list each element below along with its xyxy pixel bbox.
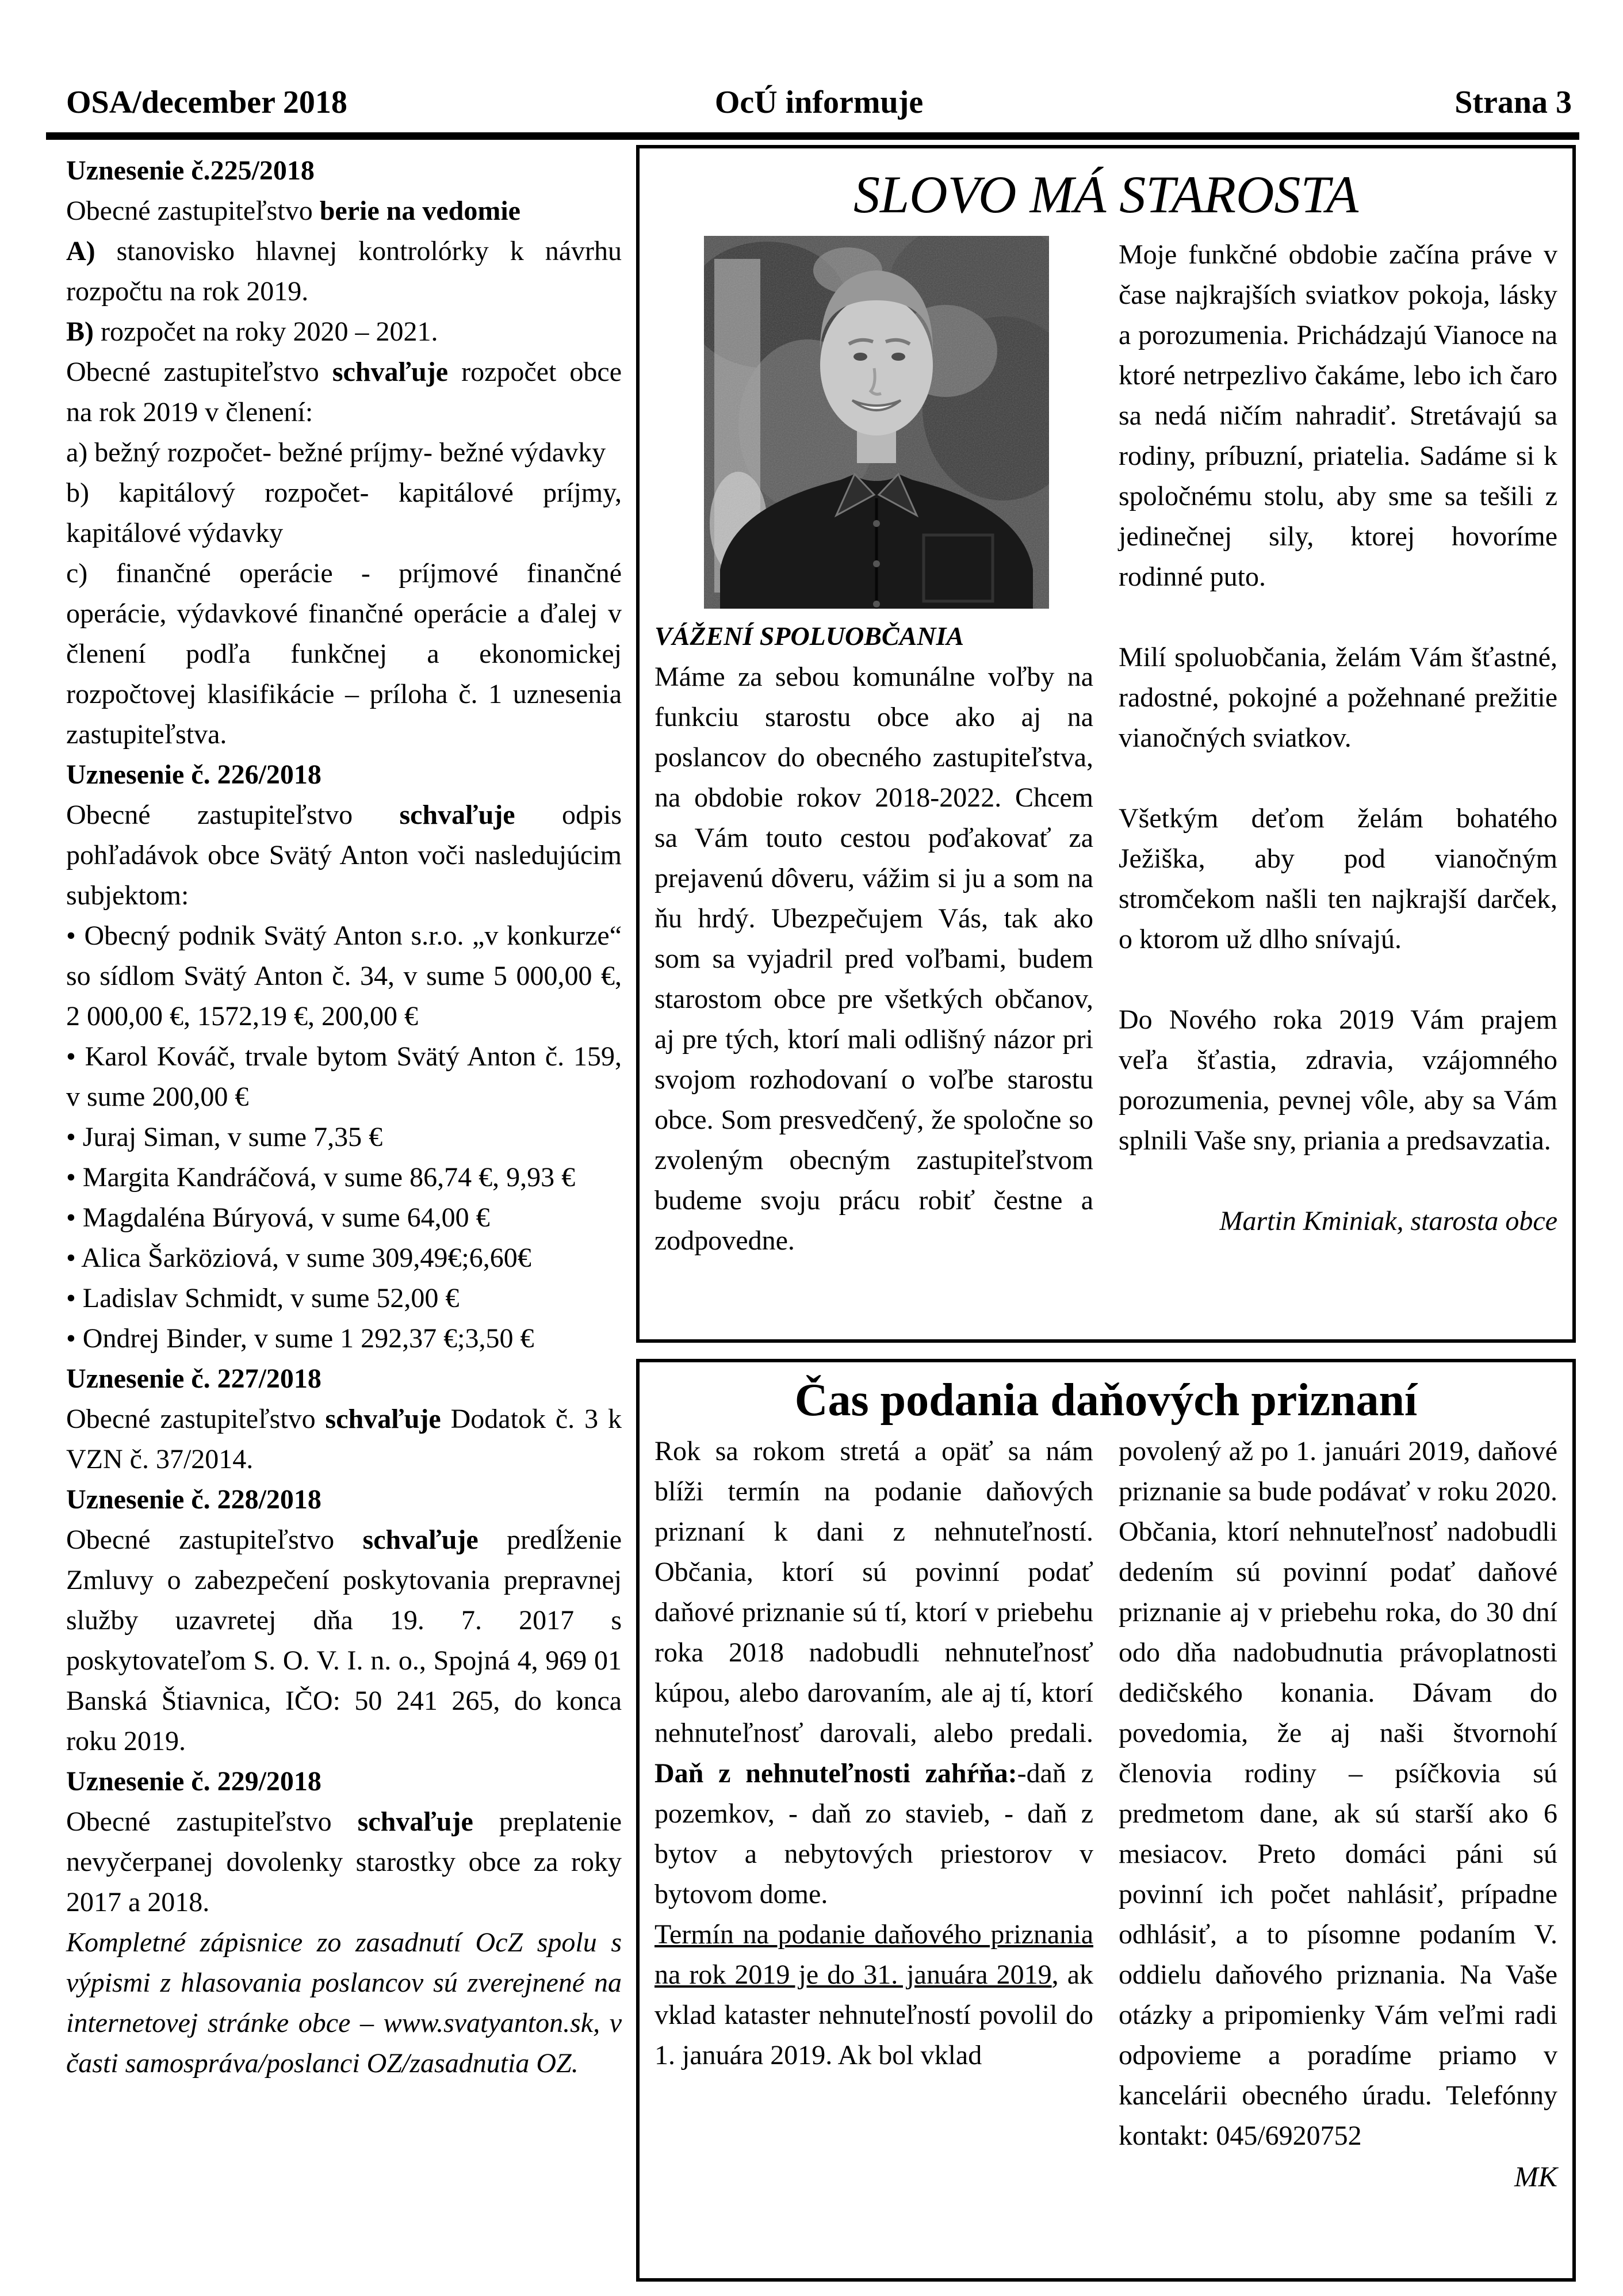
paragraph: • Obecný podnik Svätý Anton s.r.o. „v konkurze“ so sídlom Svätý Anton č. 34, v sume 5 000,00 €, 2 000,00 €, 1572,19 €, 200,00 €	[66, 920, 622, 1032]
mayor-signature: Martin Kminiak, starosta obce	[1219, 1206, 1557, 1236]
resolutions-column	[66, 151, 622, 2084]
paragraph: • Karol Kováč, trvale bytom Svätý Anton č. 159, v sume 200,00 €	[66, 1041, 622, 1112]
mayor-photo-caption: VÁŽENÍ SPOLUOBČANIA	[654, 621, 964, 651]
resolution-heading: Uznesenie č. 229/2018	[66, 1766, 321, 1797]
paragraph: Kompletné zápisnice zo zasadnutí OcZ spolu s výpismi z hlasovania poslancov sú zverejnené na internetovej stránke obce – www.svatyanton.sk, v časti samospráva/poslanci OZ/zasadnutia OZ.	[66, 1927, 622, 2079]
header-divider-rule	[46, 132, 1579, 140]
paragraph: Termín na podanie daňového priznania na rok 2019 je do 31. januára 2019, ak vklad kataster nehnuteľností povolil do 1. januára 2019. Ak bol vklad	[654, 1919, 1093, 2070]
paragraph: b) kapitálový rozpočet- kapitálové príjmy, kapitálové výdavky	[66, 477, 622, 548]
paragraph: Obecné zastupiteľstvo schvaľuje odpis pohľadávok obce Svätý Anton voči nasledujúcim subjektom:	[66, 800, 622, 911]
header-issue-date: OSA/december 2018	[66, 85, 347, 120]
page-header	[66, 84, 1572, 121]
paragraph: Obecné zastupiteľstvo schvaľuje Dodatok č. 3 k VZN č. 37/2014.	[66, 1404, 622, 1474]
resolution-heading: Uznesenie č. 227/2018	[66, 1363, 321, 1394]
paragraph: Obecné zastupiteľstvo schvaľuje preplatenie nevyčerpanej dovolenky starostky obce za roky 2017 a 2018.	[66, 1806, 622, 1917]
tax-returns-box	[636, 1359, 1576, 2282]
paragraph: B) rozpočet na roky 2020 – 2021.	[66, 316, 438, 347]
paragraph: • Margita Kandráčová, v sume 86,74 €, 9,93 €	[66, 1162, 576, 1193]
author-initials: MK	[1514, 2160, 1557, 2192]
mayor-wishes-text	[1119, 235, 1557, 1161]
mayor-word-columns	[640, 230, 1572, 1261]
paragraph: • Ondrej Binder, v sume 1 292,37 €;3,50 €	[66, 1323, 534, 1354]
paragraph: A) stanovisko hlavnej kontrolórky k návrhu rozpočtu na rok 2019.	[66, 236, 622, 307]
mayor-word-left-column	[654, 230, 1093, 1261]
head	[820, 295, 933, 435]
paragraph: • Juraj Siman, v sume 7,35 €	[66, 1122, 383, 1152]
tax-box-title: Čas podania daňových priznaní	[794, 1375, 1418, 1426]
paragraph: • Alica Šarköziová, v sume 309,49€;6,60€	[66, 1243, 531, 1273]
paragraph: • Ladislav Schmidt, v sume 52,00 €	[66, 1283, 460, 1313]
tax-box-columns	[640, 1431, 1572, 2196]
mayor-word-right-column	[1119, 230, 1557, 1261]
resolution-heading: Uznesenie č.225/2018	[66, 155, 315, 186]
paragraph: • Magdaléna Búryová, v sume 64,00 €	[66, 1202, 490, 1233]
tax-right-column	[1119, 1431, 1557, 2196]
header-section-title: OcÚ informuje	[714, 85, 924, 120]
tax-right-text	[1119, 1431, 1557, 2156]
mayor-word-title: SLOVO MÁ STAROSTA	[853, 165, 1359, 224]
paragraph: Obecné zastupiteľstvo schvaľuje rozpočet obce na rok 2019 v členení:	[66, 357, 622, 427]
resolution-heading: Uznesenie č. 226/2018	[66, 759, 321, 790]
header-page-number: Strana 3	[1454, 85, 1572, 120]
portrait-photo	[704, 236, 1049, 609]
paragraph: Moje funkčné obdobie začína práve v čase najkrajších sviatkov pokoja, lásky a porozumenia. Prichádzajú Vianoce na ktoré netrpezlivo čakáme, lebo ich čaro sa nedá ničím nahradiť. Stretávajú sa rodiny, príbuzní, priatelia. Sadáme si k spoločnému stolu, aby sme sa tešili z jedinečnej sily, ktorej hovoríme rodinné puto.	[1119, 239, 1557, 592]
resolution-heading: Uznesenie č. 228/2018	[66, 1484, 321, 1515]
paragraph: c) finančné operácie - príjmové finančné operácie, výdavkové finančné operácie a ďalej v členení podľa funkčnej a ekonomickej rozpočtovej klasifikácie – príloha č. 1 uznesenia zastupiteľstva.	[66, 558, 622, 750]
mayor-word-box	[636, 145, 1576, 1343]
paragraph: a) bežný rozpočet- bežné príjmy- bežné výdavky	[66, 437, 606, 468]
paragraph: povolený až po 1. januári 2019, daňové priznanie sa bude podávať v roku 2020. Občania, ktorí nehnuteľnosť nadobudli dedením sú povinní podať daňové priznanie aj v priebehu roka, do 30 dní odo dňa nadobudnutia právoplatnosti dedičského konania. Dávam do povedomia, že aj naši štvornohí členovia rodiny – psíčkovia sú predmetom dane, ak sú starší ako 6 mesiacov. Preto domáci páni sú povinní ich počet nahlásiť, prípadne odhlásiť, a to písomne podaním V. oddielu daňového priznania. Na Vaše otázky a pripomienky Vám veľmi radi odpovieme a poradíme priamo v kancelárii obecného úradu. Telefónny kontakt: 045/6920752	[1119, 1436, 1557, 2151]
paragraph: Rok sa rokom stretá a opäť sa nám blíži termín na podanie daňových priznaní k dani z nehnuteľností. Občania, ktorí sú povinní podať daňové priznanie sú tí, ktorí v priebehu roka 2018 nadobudli nehnuteľnosť kúpou, alebo darovaním, ale aj tí, ktorí nehnuteľnosť darovali, alebo predali. Daň z nehnuteľnosti zahŕňa:-daň z pozemkov, - daň zo stavieb, - daň z bytov a nebytových priestorov v bytovom dome.	[654, 1436, 1093, 1909]
mayor-address-text	[654, 657, 1093, 1261]
paragraph: Všetkým deťom želám bohatého Ježiška, aby pod vianočným stromčekom našli ten najkrajší darček, o ktorom už dlho snívajú.	[1119, 803, 1557, 954]
paragraph: Milí spoluobčania, želám Vám šťastné, radostné, pokojné a požehnané prežitie vianočných sviatkov.	[1119, 642, 1557, 753]
paragraph: Máme za sebou komunálne voľby na funkciu starostu obce ako aj na poslancov do obecného zastupiteľstva, na obdobie rokov 2018-2022. Chcem sa Vám touto cestou poďakovať za prejavenú dôveru, vážim si ju a som na ňu hrdý. Ubezpečujem Vás, tak ako som sa vyjadril pred voľbami, budem starostom obce pre všetkých občanov, aj pre tých, ktorí mali odlišný názor pri svojom rozhodovaní o voľbe starostu obce. Som presvedčený, že spoločne so zvoleným obecným zastupiteľstvom budeme svoju prácu robiť čestne a zodpovedne.	[654, 662, 1093, 1256]
mayor-photo	[704, 236, 1049, 609]
tax-left-column	[654, 1431, 1093, 2196]
paragraph: Obecné zastupiteľstvo schvaľuje predĺženie Zmluvy o zabezpečení poskytovania prepravnej služby uzavretej dňa 19. 7. 2017 s poskytovateľom S. O. V. I. n. o., Spojná 4, 969 01 Banská Štiavnica, IČO: 50 241 265, do konca roku 2019.	[66, 1525, 622, 1756]
paragraph: Do Nového roka 2019 Vám prajem veľa šťastia, zdravia, vzájomného porozumenia, pevnej vôle, aby sa Vám splnili Vaše sny, priania a predsavzatia.	[1119, 1004, 1557, 1156]
paragraph: Obecné zastupiteľstvo berie na vedomie	[66, 196, 520, 226]
